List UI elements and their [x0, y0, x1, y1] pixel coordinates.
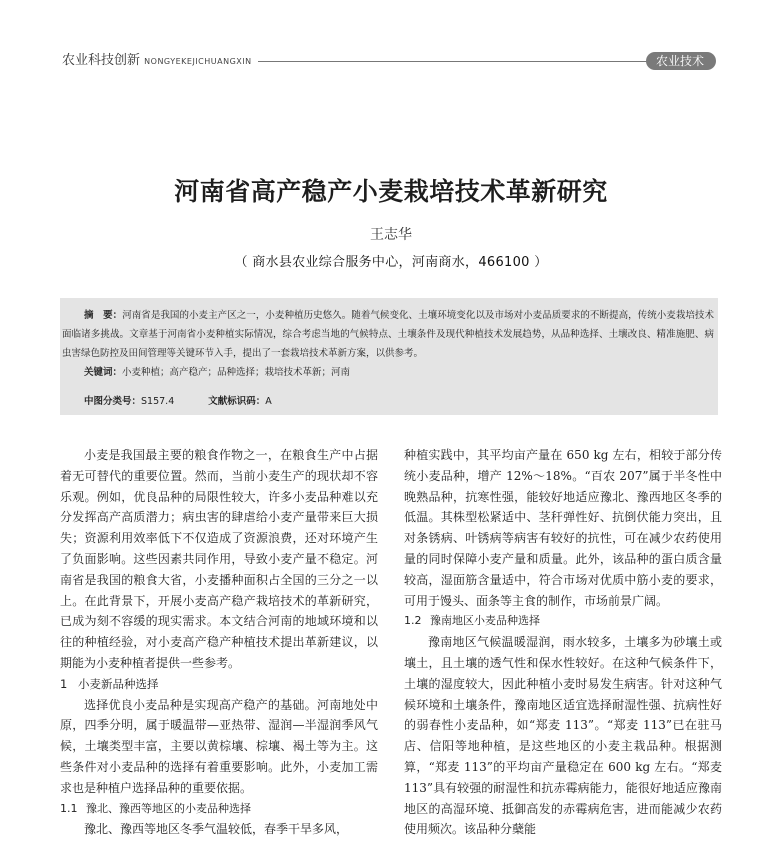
doc-code-label: 文献标识码： [208, 396, 266, 407]
abstract-paragraph [62, 306, 714, 363]
subsection-title-1-1: 豫北、豫西等地区的小麦品种选择 [86, 801, 251, 815]
section-title-1: 小麦新品种选择 [78, 676, 159, 691]
subsection-title-1-2: 豫南地区小麦品种选择 [430, 614, 540, 628]
body-column-right [404, 445, 722, 840]
subsection-heading-1-2 [404, 611, 722, 632]
section-1-paragraph: 选择优良小麦品种是实现高产稳产的基础。河南地处中原，四季分明，属于暖温带—亚热带、湿润—半湿润季风气候，土壤类型丰富，主要以黄棕壤、棕壤、褐土等为主。这些条件对小麦品种的选择有着重要影响。此外，小麦加工需求也是种植户选择品种的重要依据。 [60, 697, 378, 795]
section-number-1: 1 [60, 676, 68, 691]
section-badge: 农业技术 [646, 52, 716, 70]
keywords-line [84, 363, 714, 382]
subsection-1-2-paragraph: 豫南地区气候温暖湿润，雨水较多，土壤多为砂壤土或壤土，且土壤的透气性和保水性较好。在这种气候条件下，土壤的湿度较大，因此种植小麦时易发生病害。针对这种气候环境和土壤条件，豫南地区适宜选择耐湿性强、抗病性好的弱春性小麦品种，如“郑麦 113”。“郑麦 113”已在驻马店、信阳等地种植，是这些地区的小麦主栽品种。根据测算，“郑麦 113”的平均亩产量稳定在 600 kg 左右。“郑麦 113”具有较强的耐湿性和抗赤霉病能力，能很好地适应豫南地区的高湿环境、抵御高发的赤霉病危害，进而能减少农药使用频次。该品种分蘖能 [404, 635, 722, 837]
subsection-number-1-1: 1.1 [60, 801, 78, 815]
journal-name [58, 50, 258, 73]
article-title: 河南省高产稳产小麦栽培技术革新研究 [174, 177, 608, 206]
article-author: 王志华 [370, 227, 412, 243]
clc-label: 中图分类号： [84, 396, 142, 407]
section-heading-1 [60, 674, 378, 695]
abstract-text: 河南省是我国的小麦主产区之一，小麦种植历史悠久。随着气候变化、土壤环境变化以及市场对小麦品质要求的不断提高，传统小麦栽培技术面临诸多挑战。文章基于河南省小麦种植实际情况，综合考虑当地的气候特点、土壤条件及现代种植技术发展趋势，从品种选择、土壤改良、精准施肥、病虫害绿色防控及田间管理等关键环节入手，提出了一套栽培技术革新方案，以供参考。 [62, 310, 714, 359]
subsection-heading-1-1 [60, 799, 378, 820]
author-affiliation: （ 商水县农业综合服务中心，河南商水，466100 ） [234, 255, 548, 270]
classification-line [84, 392, 714, 411]
intro-paragraph: 小麦是我国最主要的粮食作物之一，在粮食生产中占据着无可替代的重要位置。然而，当前小麦生产的现状却不容乐观。例如，优良品种的局限性较大，许多小麦品种难以充分发挥高产高质潜力；病虫害的肆虐给小麦产量带来巨大损失；资源利用效率低下不仅造成了资源浪费，还对环境产生了负面影响。这些因素共同作用，导致小麦产量不稳定。河南省是我国的粮食大省，小麦播种面积占全国的三分之一以上。在此背景下，开展小麦高产稳产栽培技术的革新研究，已成为刻不容缓的现实需求。本文结合河南的地域环境和以往的种植经验，对小麦高产稳产种植技术提出革新建议，以期能为小麦种植者提供一些参考。 [60, 448, 378, 670]
keywords-label: 关键词： [84, 367, 123, 378]
abstract-label: 摘 要： [84, 310, 123, 321]
running-header [58, 50, 718, 74]
journal-name-cn: 农业科技创新 [62, 53, 141, 68]
body-column-left [60, 445, 378, 840]
abstract-box [60, 298, 718, 415]
journal-name-pinyin: NONGYEKEJICHUANGXIN [144, 57, 252, 66]
subsection-number-1-2: 1.2 [404, 614, 422, 628]
doc-code-value: A [265, 396, 272, 407]
subsection-1-1-paragraph: 豫北、豫西等地区冬季气温较低，春季干旱多风， [84, 822, 349, 837]
keywords-text: 小麦种植；高产稳产；品种选择；栽培技术革新；河南 [122, 367, 351, 378]
continued-paragraph: 种植实践中，其平均亩产量在 650 kg 左右，相较于部分传统小麦品种，增产 12%～18%。“百农 207”属于半冬性中晚熟品种，抗寒性强，能较好地适应豫北、豫西地区冬季的低温。其株型松紧适中、茎秆弹性好、抗倒伏能力突出，且对条锈病、叶锈病等病害有较好的抗性，可在减少农药使用量的同时保障小麦产量和质量。此外，该品种的蛋白质含量较高，湿面筋含量适中，符合市场对优质中筋小麦的要求，可用于馒头、面条等主食的制作，市场前景广阔。 [404, 448, 722, 608]
clc-value: S157.4 [141, 396, 175, 407]
